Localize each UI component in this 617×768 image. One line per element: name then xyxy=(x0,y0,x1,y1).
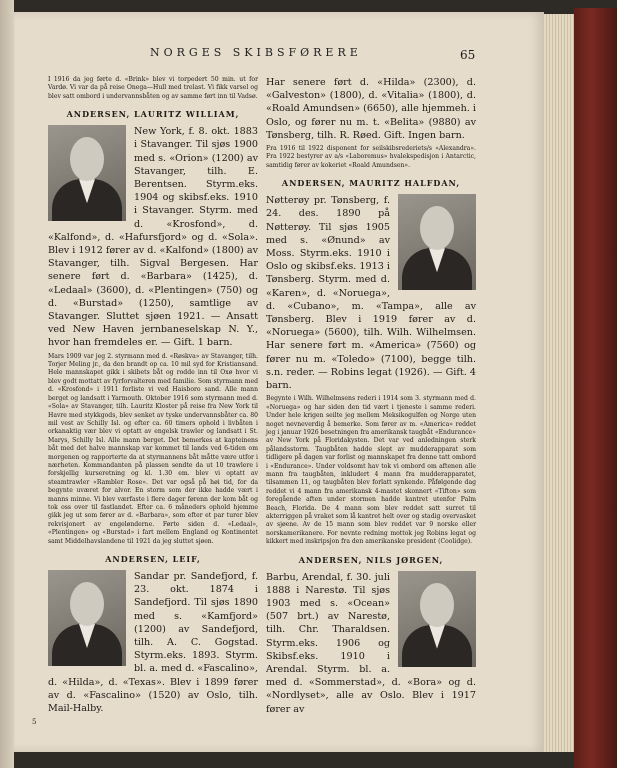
intro-note: I 1916 da jeg førte d. «Brink» blev vi torpedert 50 min. ut for Vardø. Vi var da på reise Onega—Hull med trelast. Vi fikk varsel og blev satt ombord i undervannsbåten og av samme ført inn til Vadsø. xyxy=(48,76,258,100)
entry-note: Begynte i Wilh. Wilhelmsens rederi i 1914 som 3. styrmann med d. «Noruega» og har siden den tid vært i tjeneste i samme rederi. Under hele krigen seilte jeg mellem Meksikogulfen og Norge uten noget nevneverdig å bemerke. Som fører av m. «America» reddet jeg i januar 1926 besetningen fra amerikansk taugbåt «Endurance» av New York på Floridakysten. Det var ved anledningen sterk pålandsstorm. Taugbåten hadde slept av mudderapparat som tidligere på dagen var forlist og mannskapet fra denne tatt ombord i «Endurance». Under voldsomt hav tok vi ombord om aftenen alle mann fra taugbåten, inkludert 4 mann fra mudderapparatet, tilsammen 11, og taugbåten blev forlatt synkende. Påfølgende dag reddet vi 4 mann fra amerikansk 4-mastet skonnert «Tifton» som foregående aften under stormen hadde kantret utenfor Palm Beach, Florida. De 4 mann som blev reddet satt surret til akterriggen på vraket som lå kantret helt over og stadig overvasket av sjøene. Av de 15 mann som blev reddet var 9 norske eller norskamerikanere. For nevnte redning mottok jeg Robins legat og kikkert med inskripsjon fra den amerikanske president (Coolidge). xyxy=(266,395,476,546)
entry-note: Mars 1909 var jeg 2. styrmann med d. «Røskva» av Stavanger, tilh. Torjer Meling jr., da den brandt op ca. 10 mil syd for Kristiansand. Hele mannskapet gikk i skibets båt og rodde inn til Oxø hvor vi blev godt mottatt av fyrforvalteren med familie. Som styrmann med d. «Krosfond» i 1911 forliste vi ved Haisboro sand. Alle mann berget og landsatt i Yarmouth. Oktober 1916 som styrmann med d. «Sola» av Stavanger, tilh. Lauritz Kloster på reise fra New York til Havre med stykkgods, blev senket av tyske undervannsbåter ca. 80 mil vest av Schilly Isl. og efter ca. 60 timers ophold i livbåten i orkanaktig vær blev vi optatt av engelsk trawler og landsatt i St. Marys, Schilly Isl. Alle mann berget. Det bemerkes at kapteinens båt med det halve mannskap var kommet til lands ved 6-tiden om morgenen og rapporterte da at styrmannens båt måtte være utfor i nærheten. Kommandanten på plassen sendte da ut 10 trawlere i forskjellig kurseretning og kl. 1.30 em. blev vi optatt av steamtrawler «Rambler Rose». Det var også på høi tid, for da begynte uværet for alvor. En storm som der ikke hadde vært i manns minne. Vi blev værfaste i flere dager førenn der kom båt og tok oss over til fastlandet. Efter ca. 6 måneders ophold hjemme gikk jeg ut som fører av d. «Barbara», som efter et par turer blev rekvisjonert av engelønderne. Førte siden d. «Ledaal», «Plentingen» og «Burstad» i fart mellem England og Kontinentet samt Middelhavslandene til 1921 da jeg sluttet sjøen. xyxy=(48,352,258,545)
portrait-photo xyxy=(48,570,126,666)
portrait-photo xyxy=(398,571,476,667)
entry-note: Fra 1916 til 1922 disponent for seilskibsrederiets/s «Alexandra». Fra 1922 bestyrer av a/s «Laboremus» hvalekspedisjon i Antarctic, samtidig fører av kokeriet «Roald Amundsen». xyxy=(266,145,476,169)
entry-body: Nøtterøy pr. Tønsberg, f. 24. des. 1890 på Nøtterøy. Til sjøs 1905 med s. «Ønund» av Moss. Styrm.eks. 1910 i Oslo og skibsf.eks. 1913 i Tønsberg. Styrm. med d. «Karen», d. «Noruega», d. «Cubano», m. «Tampa», alle av Tønsberg. Blev i 1919 fører av d. «Noruega» (5600), tilh. Wilh. Wilhelmsen. Har senere ført m. «America» (7560) og fører nu m. «Toledo» (7100), begge tilh. s.n. reder. — Robins legat (1926). — Gift. 4 barn. xyxy=(266,195,476,392)
portrait-photo xyxy=(48,125,126,221)
page-stack xyxy=(544,14,574,752)
page-number: 65 xyxy=(460,48,476,62)
book-cover xyxy=(574,8,617,768)
entry-body: New York, f. 8. okt. 1883 i Stavanger. Til sjøs 1900 med s. «Orion» (1200) av Stavanger, tilh. E. Berentsen. Styrm.eks. 1904 og skibsf.eks. 1910 i Stavanger. Styrm. med d. «Krosfond», d. «Kalfond», d. «Hafursfjord» og d. «Sola». Blev i 1912 fører av d. «Kalfond» (1800) av Stavanger, tilh. Sigval Bergesen. Har senere ført d. «Barbara» (1425), d. «Ledaal» (3600), d. «Plentingen» (750) og d. «Burstad» (1250), samtlige av Stavanger. Sluttet sjøen 1921. — Ansatt ved New Haven jernbaneselskap N. Y., hvor han fremdeles er. — Gift. 1 barn. xyxy=(48,126,258,349)
signature-mark: 5 xyxy=(32,718,37,726)
portrait-photo xyxy=(398,194,476,290)
entry-heading: ANDERSEN, NILS JØRGEN, xyxy=(298,554,444,565)
book-spine-edge xyxy=(0,0,14,768)
entry-body-continued: Har senere ført d. «Hilda» (2300), d. «Galveston» (1800), d. «Vitalia» (1800), d. «Roald Amundsen» (6650), alle hjemmeh. i Oslo, og fører nu m. t. «Belita» (9880) av Tønsberg, tilh. R. Røed. Gift. Ingen barn. xyxy=(266,77,476,141)
entry-heading: ANDERSEN, LAURITZ WILLIAM, xyxy=(66,109,240,120)
entry-body: Barbu, Arendal, f. 30. juli 1888 i Narestø. Til sjøs 1903 med s. «Ocean» (507 brt.) av Narestø, tilh. Chr. Tharaldsen. Styrm.eks. 1906 og Skibsf.eks. 1910 i Arendal. Styrm. bl. a. med d. «Sommerstad», d. «Bora» og d. «Nordlyset», alle av Oslo. Blev i 1917 fører av xyxy=(266,571,476,715)
entry-heading: ANDERSEN, LEIF, xyxy=(105,554,201,565)
left-column xyxy=(48,76,258,715)
running-header: NORGES SKIBSFØRERE xyxy=(150,46,362,59)
entry-body: Sandar pr. Sandefjord, f. 23. okt. 1874 i Sandefjord. Til sjøs 1890 med s. «Kamfjord» (1200) av Sandefjord, tilh. A. C. Gogstad. Styrm.eks. 1893. Styrm. bl. a. med d. «Fascalino», d. «Hilda», d. «Texas». Blev i 1899 fører av d. «Fascalino» (1520) av Oslo, tilh. Mail-Halby. xyxy=(48,571,258,715)
right-column xyxy=(266,76,476,716)
entry-heading: ANDERSEN, MAURITZ HALFDAN, xyxy=(281,178,461,189)
